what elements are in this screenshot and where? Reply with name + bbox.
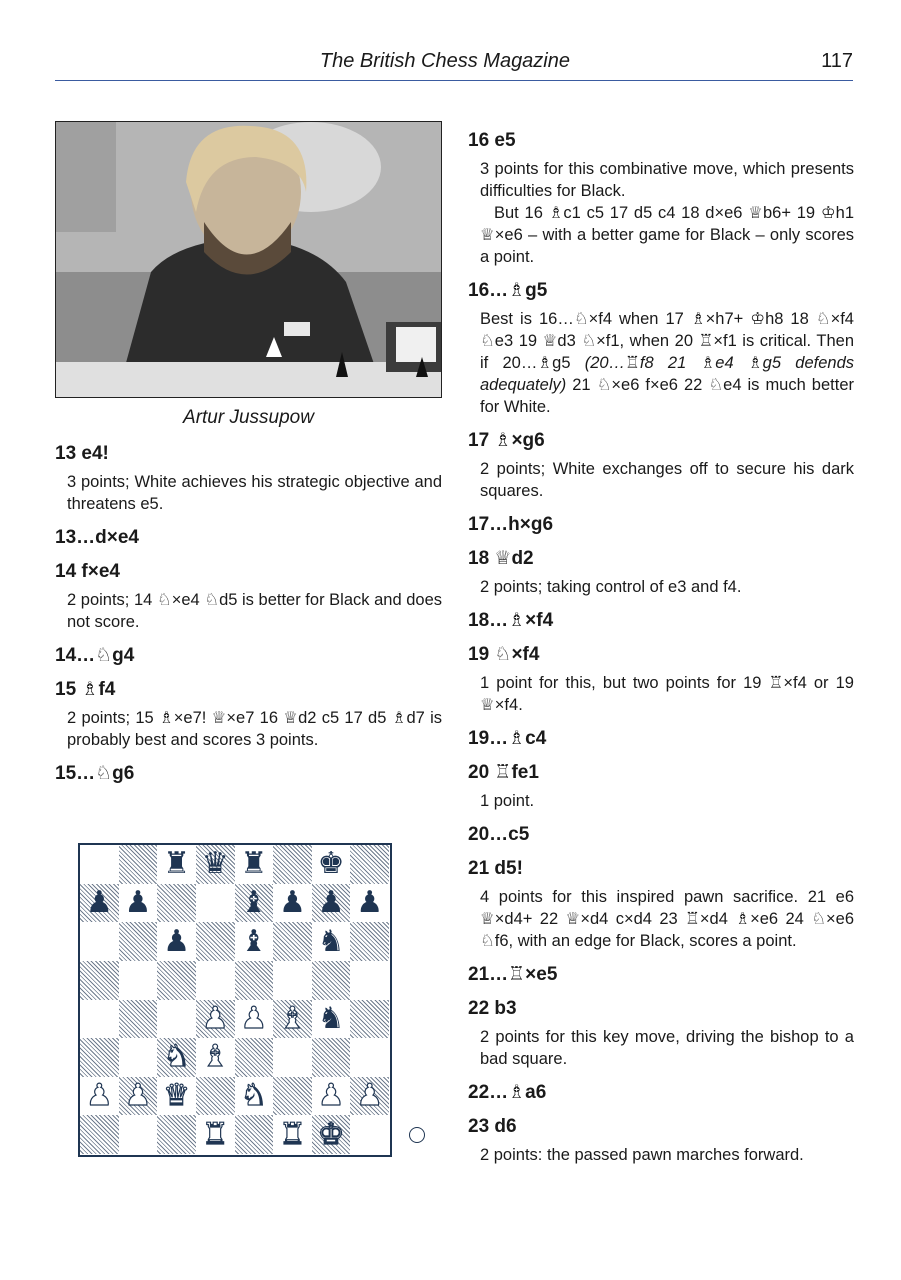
black-knight-icon: ♞ — [317, 923, 345, 959]
square-d6 — [196, 922, 235, 961]
square-d8 — [196, 845, 235, 884]
square-c3 — [157, 1038, 196, 1077]
move-heading: 13 e4! — [55, 443, 109, 464]
right-entries — [468, 130, 854, 1166]
square-c2 — [157, 1077, 196, 1116]
white-pawn-icon: ♟ — [240, 1000, 268, 1036]
black-pawn-icon: ♟ — [278, 884, 306, 920]
square-f7 — [273, 884, 312, 923]
move-commentary — [468, 790, 854, 812]
square-g8 — [312, 845, 351, 884]
black-pawn-icon: ♟ — [317, 884, 345, 920]
square-a4 — [80, 1000, 119, 1039]
photo-illustration — [56, 122, 442, 398]
commentary-paragraph: 1 point for this, but two points for 19 ♖×f4 or 19 ♕×f4. — [480, 674, 854, 714]
square-f6 — [273, 922, 312, 961]
square-c8 — [157, 845, 196, 884]
square-e5 — [235, 961, 274, 1000]
commentary-paragraph: 2 points; White exchanges off to secure his dark squares. — [480, 460, 854, 500]
white-bishop-icon: ♝ — [278, 1000, 306, 1036]
black-king-icon: ♚ — [317, 846, 345, 882]
move-heading: 20…c5 — [468, 824, 530, 845]
square-h6 — [350, 922, 389, 961]
move-heading: 21…♖×e5 — [468, 964, 558, 985]
square-g7 — [312, 884, 351, 923]
commentary-paragraph: 2 points; 15 ♗×e7! ♕×e7 16 ♕d2 c5 17 d5 ♗d7 is probably best and scores 3 points. — [67, 709, 442, 749]
square-c5 — [157, 961, 196, 1000]
commentary-paragraph: 2 points: the passed pawn marches forward. — [480, 1146, 804, 1164]
square-h2 — [350, 1077, 389, 1116]
square-b7 — [119, 884, 158, 923]
commentary-italic: (20…♖f8 21 ♗e4 ♗g5 defends adequately) — [480, 354, 854, 394]
move-heading: 19…♗c4 — [468, 728, 547, 749]
commentary-paragraph: But 16 ♗c1 c5 17 d5 c4 18 d×e6 ♕b6+ 19 ♔h1 ♕×e6 – with a better game for Black – only scores a point. — [480, 204, 854, 266]
move-heading: 19 ♘×f4 — [468, 644, 540, 665]
page-number: 117 — [821, 50, 853, 72]
black-pawn-icon: ♟ — [85, 884, 113, 920]
square-h7 — [350, 884, 389, 923]
commentary-text: 21 ♘×e6 f×e6 22 ♘e4 is much better for White. — [480, 376, 854, 416]
square-e3 — [235, 1038, 274, 1077]
chess-board — [80, 845, 389, 1154]
move-commentary — [468, 576, 854, 598]
photo-caption: Artur Jussupow — [183, 407, 314, 428]
black-queen-icon: ♛ — [201, 846, 229, 882]
black-knight-icon: ♞ — [317, 1000, 345, 1036]
square-h8 — [350, 845, 389, 884]
square-b4 — [119, 1000, 158, 1039]
square-d4 — [196, 1000, 235, 1039]
square-d3 — [196, 1038, 235, 1077]
square-e4 — [235, 1000, 274, 1039]
square-d7 — [196, 884, 235, 923]
left-entries — [55, 443, 442, 785]
move-heading: 15…♘g6 — [55, 763, 135, 784]
square-f4 — [273, 1000, 312, 1039]
square-g4 — [312, 1000, 351, 1039]
right-column — [468, 118, 854, 1166]
square-a1 — [80, 1115, 119, 1154]
square-e6 — [235, 922, 274, 961]
move-heading: 21 d5! — [468, 858, 523, 879]
square-b8 — [119, 845, 158, 884]
white-king-icon: ♚ — [317, 1116, 345, 1152]
move-heading: 13…d×e4 — [55, 527, 139, 548]
square-h4 — [350, 1000, 389, 1039]
player-photo — [55, 121, 442, 398]
move-heading: 16…♗g5 — [468, 280, 548, 301]
black-bishop-icon: ♝ — [240, 884, 268, 920]
square-d1 — [196, 1115, 235, 1154]
square-d2 — [196, 1077, 235, 1116]
white-knight-icon: ♞ — [163, 1039, 191, 1075]
white-pawn-icon: ♟ — [356, 1078, 384, 1114]
square-h3 — [350, 1038, 389, 1077]
move-heading: 17 ♗×g6 — [468, 430, 545, 451]
move-commentary — [55, 589, 442, 633]
running-header — [55, 48, 853, 81]
move-commentary — [468, 158, 854, 268]
square-f5 — [273, 961, 312, 1000]
square-e2 — [235, 1077, 274, 1116]
commentary-paragraph — [480, 308, 854, 418]
black-bishop-icon: ♝ — [240, 923, 268, 959]
square-f3 — [273, 1038, 312, 1077]
move-heading: 14 f×e4 — [55, 561, 120, 582]
white-to-move-indicator — [409, 1127, 425, 1143]
square-a6 — [80, 922, 119, 961]
move-heading: 15 ♗f4 — [55, 679, 116, 700]
move-heading: 23 d6 — [468, 1116, 517, 1137]
commentary-paragraph: 3 points; White achieves his strategic objective and threatens e5. — [67, 473, 442, 513]
square-c4 — [157, 1000, 196, 1039]
move-heading: 18…♗×f4 — [468, 610, 554, 631]
black-pawn-icon: ♟ — [356, 884, 384, 920]
square-d5 — [196, 961, 235, 1000]
move-commentary — [468, 1144, 854, 1166]
left-column — [55, 121, 442, 791]
square-b3 — [119, 1038, 158, 1077]
square-b2 — [119, 1077, 158, 1116]
move-commentary — [468, 308, 854, 418]
move-heading: 18 ♕d2 — [468, 548, 534, 569]
move-heading: 14…♘g4 — [55, 645, 135, 666]
black-rook-icon: ♜ — [163, 846, 191, 882]
square-g2 — [312, 1077, 351, 1116]
square-a8 — [80, 845, 119, 884]
move-commentary — [468, 1026, 854, 1070]
commentary-paragraph: 3 points for this combinative move, which presents difficulties for Black. — [480, 160, 854, 200]
square-b1 — [119, 1115, 158, 1154]
square-f2 — [273, 1077, 312, 1116]
white-queen-icon: ♛ — [163, 1078, 191, 1114]
move-commentary — [55, 471, 442, 515]
square-f8 — [273, 845, 312, 884]
square-h5 — [350, 961, 389, 1000]
commentary-paragraph: 1 point. — [480, 792, 535, 810]
black-rook-icon: ♜ — [240, 846, 268, 882]
move-commentary — [55, 707, 442, 751]
chess-diagram — [78, 843, 392, 1157]
magazine-title: The British Chess Magazine — [319, 50, 570, 72]
black-pawn-icon: ♟ — [124, 884, 152, 920]
square-b5 — [119, 961, 158, 1000]
white-bishop-icon: ♝ — [201, 1039, 229, 1075]
square-c7 — [157, 884, 196, 923]
square-c1 — [157, 1115, 196, 1154]
move-heading: 16 e5 — [468, 130, 516, 151]
square-f1 — [273, 1115, 312, 1154]
commentary-text: Best is 16…♘×f4 when 17 ♗×h7+ ♔h8 18 ♘×f4 ♘e3 19 ♕d3 ♘×f1, when 20 ♖×f1 is critical. Then if 20…♗g5 — [480, 310, 854, 372]
square-a2 — [80, 1077, 119, 1116]
square-a7 — [80, 884, 119, 923]
move-commentary — [468, 672, 854, 716]
white-rook-icon: ♜ — [201, 1116, 229, 1152]
white-pawn-icon: ♟ — [317, 1078, 345, 1114]
square-a3 — [80, 1038, 119, 1077]
square-g6 — [312, 922, 351, 961]
square-h1 — [350, 1115, 389, 1154]
black-pawn-icon: ♟ — [163, 923, 191, 959]
move-heading: 17…h×g6 — [468, 514, 554, 535]
white-pawn-icon: ♟ — [124, 1078, 152, 1114]
commentary-paragraph: 4 points for this inspired pawn sacrifice. 21 e6 ♕×d4+ 22 ♕×d4 c×d4 23 ♖×d4 ♗×e6 24 ♘×e6 ♘f6, with an edge for Black, scores a point. — [480, 888, 854, 950]
square-e8 — [235, 845, 274, 884]
move-heading: 20 ♖fe1 — [468, 762, 539, 783]
commentary-paragraph: 2 points; 14 ♘×e4 ♘d5 is better for Black and does not score. — [67, 591, 442, 631]
white-knight-icon: ♞ — [240, 1078, 268, 1114]
commentary-paragraph: 2 points; taking control of e3 and f4. — [480, 578, 742, 596]
move-heading: 22…♗a6 — [468, 1082, 547, 1103]
move-heading: 22 b3 — [468, 998, 517, 1019]
white-pawn-icon: ♟ — [201, 1000, 229, 1036]
move-commentary — [468, 458, 854, 502]
white-rook-icon: ♜ — [278, 1116, 306, 1152]
move-commentary — [468, 886, 854, 952]
commentary-paragraph: 2 points for this key move, driving the bishop to a bad square. — [480, 1028, 854, 1068]
square-g5 — [312, 961, 351, 1000]
square-a5 — [80, 961, 119, 1000]
white-pawn-icon: ♟ — [85, 1078, 113, 1114]
square-e1 — [235, 1115, 274, 1154]
square-b6 — [119, 922, 158, 961]
square-g3 — [312, 1038, 351, 1077]
square-e7 — [235, 884, 274, 923]
square-g1 — [312, 1115, 351, 1154]
square-c6 — [157, 922, 196, 961]
